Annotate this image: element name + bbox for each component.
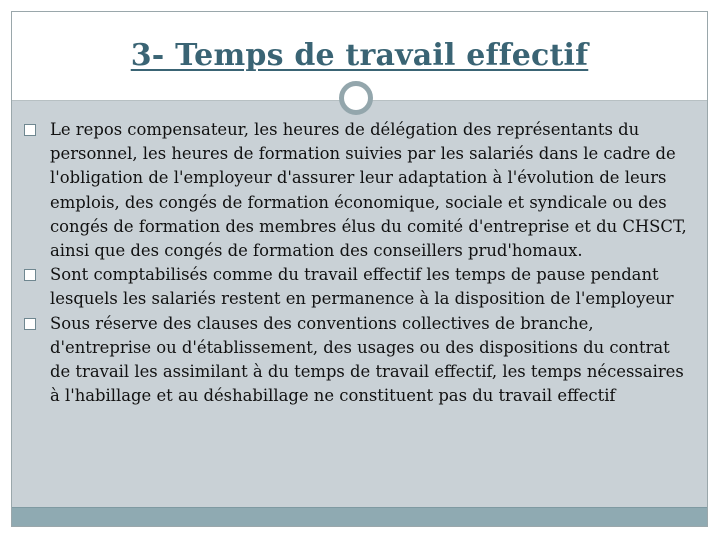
square-bullet-icon: [24, 269, 36, 281]
bullet-item: [20, 263, 695, 311]
bullet-item: [20, 118, 695, 263]
slide: [11, 11, 708, 527]
bullet-text: Sous réserve des clauses des conventions collectives de branche, d'entreprise ou d'établissement, des usages ou des dispositions du contrat de travail les assimilant à du temps de travail effectif, les temps nécessaires à l'habillage et au déshabillage ne constituent pas du travail effectif: [50, 313, 684, 406]
square-bullet-icon: [24, 124, 36, 136]
bullet-text: Le repos compensateur, les heures de délégation des représentants du personnel, les heures de formation suivies par les salariés dans le cadre de l'obligation de l'employeur d'assurer leur adaptation à l'évolution de leurs emplois, des congés de formation économique, sociale et syndicale ou des congés de formation des membres élus du comité d'entreprise et du CHSCT, ainsi que des congés de formation des conseillers prud'homaux.: [50, 120, 687, 261]
footer-bar: [12, 507, 707, 526]
slide-title: 3- Temps de travail effectif: [130, 38, 589, 73]
bullet-item: [20, 312, 695, 409]
content-area: [12, 101, 707, 508]
square-bullet-icon: [24, 318, 36, 330]
bullet-text: Sont comptabilisés comme du travail effectif les temps de pause pendant lesquels les salariés restent en permanence à la disposition de l'employeur: [50, 265, 674, 309]
bullet-list: [20, 118, 695, 408]
circle-ornament-icon: [339, 81, 373, 115]
